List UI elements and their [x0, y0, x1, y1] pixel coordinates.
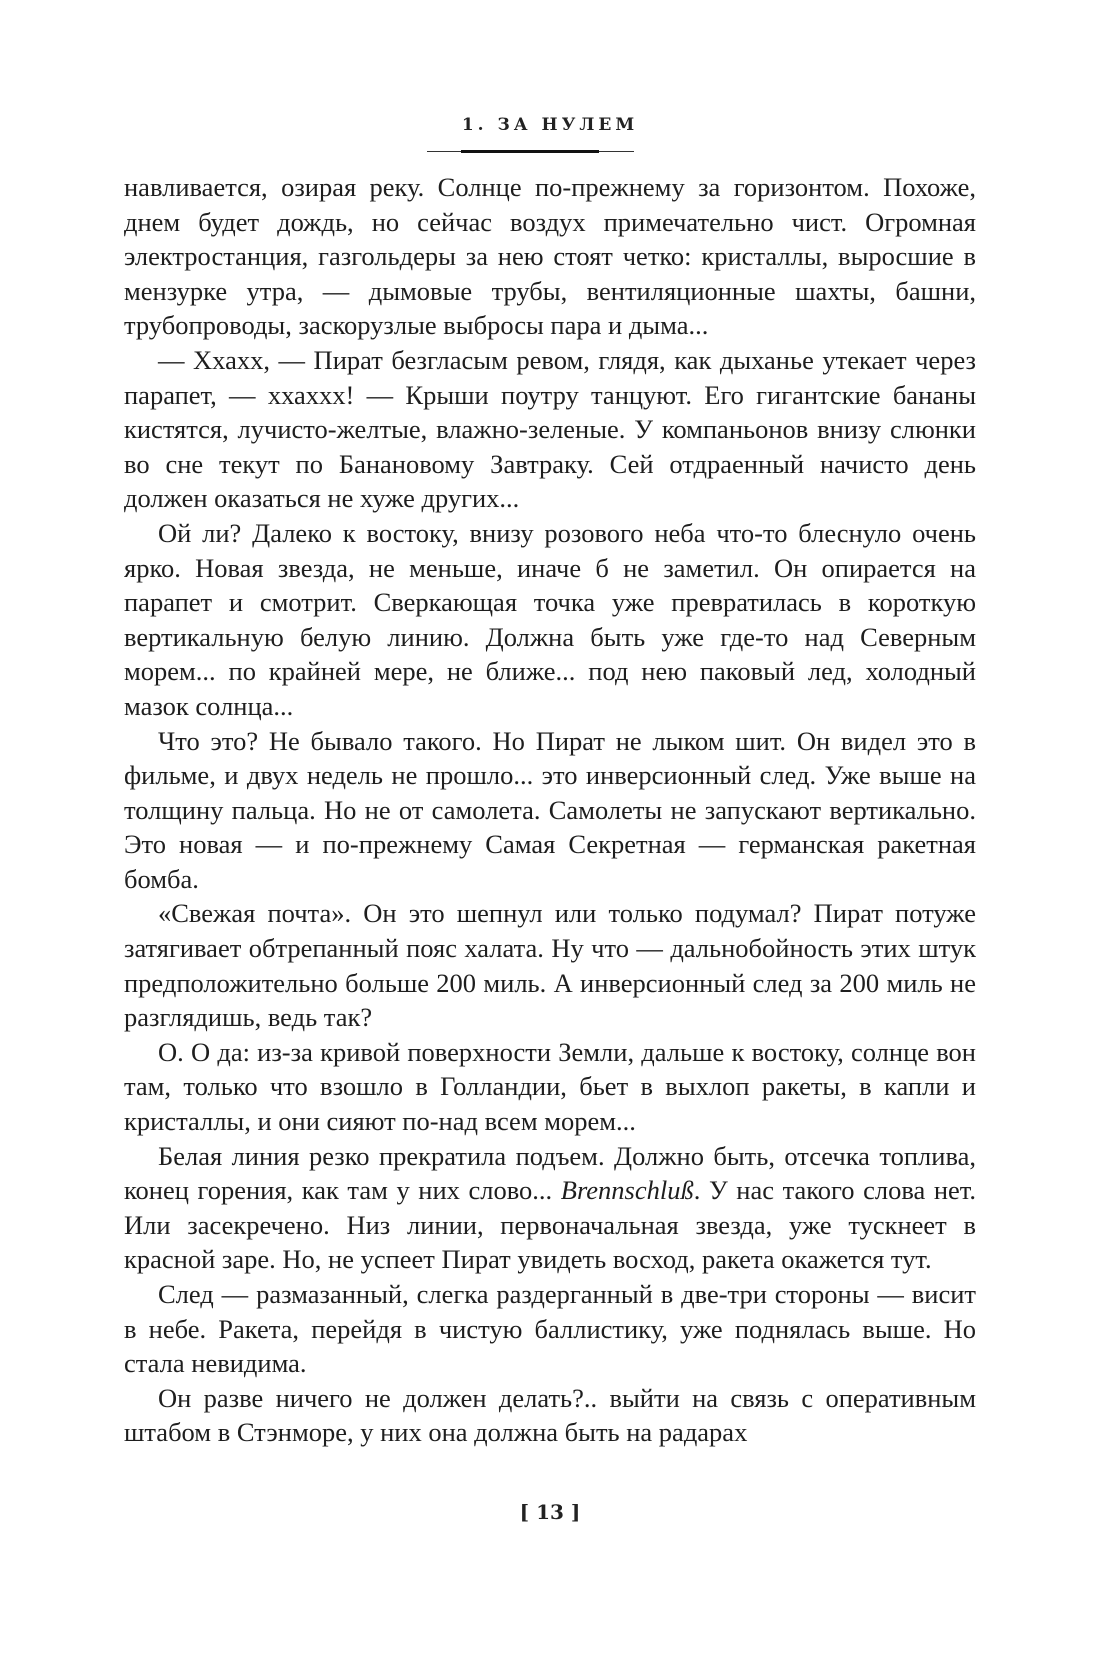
paragraph-6: О. О да: из-за кривой поверхности Земли, дальше к востоку, солнце вон там, только что взошло в Голландии, бьет в выхлоп ракеты, в капли и кристаллы, и они сияют по-над всем морем...: [124, 1036, 976, 1137]
paragraph-7-text-before: Белая линия резко прекратила подъем. Должно быть, отсечка топлива, конец горения, как там у них слово...: [124, 1140, 976, 1206]
paragraph-5: «Свежая почта». Он это шепнул или только подумал? Пират потуже затягивает обтрепанный пояс халата. Ну что — дальнобойность этих штук предположительно больше 200 миль. А инверсионный след за 200 миль не разглядишь, ведь так?: [124, 898, 976, 1033]
paragraph-1: навливается, озирая реку. Солнце по-прежнему за горизонтом. Похоже, днем будет дождь, но сейчас воздух примечательно чист. Огромная электростанция, газгольдеры за нею стоят четко: кристаллы, выросшие в мензурке утра, — дымовые трубы, вентиляционные шахты, башни, трубопроводы, заскорузлые выбросы пара и дыма...: [124, 172, 976, 341]
italic-term: Brennschluß: [560, 1175, 694, 1206]
paragraph-9: Он разве ничего не должен делать?.. выйти на связь с оперативным штабом в Стэнморе, у них она должна быть на радарах: [124, 1382, 976, 1448]
running-head: 1. ЗА НУЛЕМ: [461, 115, 639, 135]
paragraph-2: — Ххахх, — Пират безгласым ревом, глядя, как дыханье утекает через парапет, — ххаххх! — Крыши поутру танцуют. Его гигантские бананы кистятся, лучисто-желтые, влажно-зеленые. У компаньонов внизу слюнки во сне текут по Банановому Завтраку. Сей отдраенный начисто день должен оказаться не хуже других...: [124, 344, 976, 514]
paragraph-4: Что это? Не бывало такого. Но Пират не лыком шит. Он видел это в фильме, и двух недель не прошло... это инверсионный след. Уже выше на толщину пальца. Но не от самолета. Самолеты не запускают вертикально. Это новая — и по-прежнему Самая Секретная — германская ракетная бомба.: [124, 725, 976, 894]
paragraph-3: Ой ли? Далеко к востоку, внизу розового неба что-то блеснуло очень ярко. Новая звезда, не меньше, иначе б не заметил. Он опирается на парапет и смотрит. Сверкающая точка уже превратилась в короткую вертикальную белую линию. Должна быть уже где-то над Северным морем... по крайней мере, не ближе... под нею паковый лед, холодный мазок солнца...: [124, 517, 976, 721]
header-rule-thick: [461, 150, 599, 153]
paragraph-7-text-after: . У нас такого слова нет. Или засекречено. Низ линии, первоначальная звезда, уже тускнеет в красной заре. Но, не успеет Пират увидеть восход, ракета окажется тут.: [124, 1175, 976, 1275]
page-number: [ 13 ]: [519, 1500, 581, 1524]
paragraph-8: След — размазанный, слегка раздерганный в две-три стороны — висит в небе. Ракета, перейдя в чистую баллистику, уже поднялась выше. Но стала невидима.: [124, 1279, 976, 1379]
body-text: [124, 170, 976, 1450]
paragraph-7: [124, 1139, 976, 1277]
